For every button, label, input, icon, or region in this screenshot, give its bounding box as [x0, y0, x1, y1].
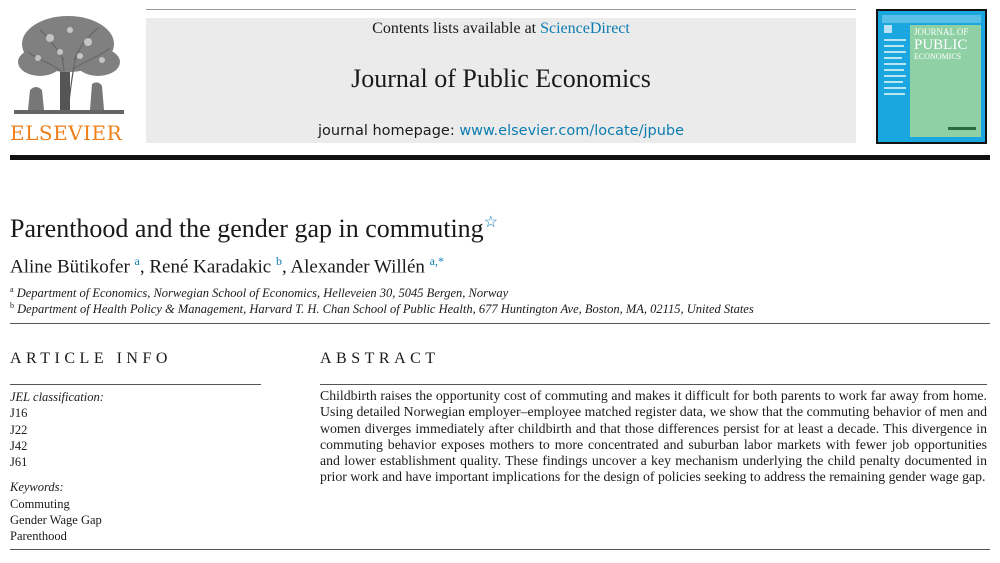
- journal-homepage-link[interactable]: www.elsevier.com/locate/jpube: [459, 123, 685, 139]
- divider: [10, 549, 990, 550]
- header-top-rule: [146, 9, 856, 10]
- cover-title-line1: JOURNAL OF: [914, 27, 969, 37]
- article-title-text: Parenthood and the gender gap in commuting: [10, 214, 484, 243]
- abstract-text: Childbirth raises the opportunity cost of commuting and makes it difficult for both parents to work far away from home. Using detailed Norwegian employer–employee matched register data, we show that the commuting behavior of men and women diverges immediately after childbirth and that those differences persist for at least a decade. This divergence in commuting behavior exposes mothers to more concentrated and suburban labor markets with fewer job opportunities and lower establishment quality. These findings uncover a key mechanism underlying the child penalty documented in prior work and have important implications for the design of policies seeking to address the remaining gender wage gap.: [320, 388, 987, 485]
- cover-title-line2: PUBLIC: [914, 37, 968, 53]
- journal-cover-art: [878, 11, 985, 142]
- header-thick-rule: [10, 155, 990, 160]
- contents-prefix: Contents lists available at: [372, 20, 541, 37]
- author-affiliation-link[interactable]: a: [134, 254, 140, 268]
- affiliation-a: [10, 285, 508, 301]
- keyword: Gender Wage Gap: [10, 513, 102, 528]
- jel-label: JEL classification:: [10, 390, 104, 404]
- abstract-heading: ABSTRACT: [320, 350, 440, 367]
- journal-cover-image: [876, 9, 987, 144]
- jel-code: J16: [10, 406, 28, 421]
- keyword: Commuting: [10, 496, 70, 511]
- journal-name: Journal of Public Economics: [351, 64, 651, 93]
- author-name[interactable]: Aline Bütikofer: [10, 256, 130, 278]
- contents-line: [146, 20, 856, 38]
- author-affiliation-link[interactable]: b: [275, 254, 282, 268]
- author-affiliation-link[interactable]: a,*: [429, 254, 444, 268]
- homepage-line: [146, 123, 856, 139]
- title-footnote-star-icon[interactable]: ☆: [483, 214, 499, 231]
- keywords-label: Keywords:: [10, 480, 64, 495]
- affiliation-text: Department of Economics, Norwegian School of Economics, Helleveien 30, 5045 Bergen, Norway: [16, 286, 509, 301]
- divider: [320, 384, 987, 385]
- publisher-name: ELSEVIER: [10, 121, 123, 145]
- author-list: Aline Bütikofer $^a$, René Karadakic $^b$, Alexander Willén $^{a,*}$: [10, 254, 444, 278]
- divider: [10, 384, 261, 385]
- article-title: [10, 212, 498, 244]
- jel-code: J61: [10, 455, 28, 470]
- sciencedirect-link[interactable]: ScienceDirect: [540, 20, 630, 37]
- affiliation-mark: b: [10, 301, 14, 310]
- affiliation-b: [10, 301, 754, 317]
- cover-title-line3: ECONOMICS: [914, 52, 962, 61]
- author-name[interactable]: René Karadakic: [149, 256, 272, 278]
- jel-code: J22: [10, 422, 28, 437]
- affiliation-text: Department of Health Policy & Management, Harvard T. H. Chan School of Public Health, 677 Huntington Ave, Boston, MA, 02115, United States: [17, 302, 754, 317]
- divider: [10, 323, 990, 324]
- keyword: Parenthood: [10, 529, 67, 544]
- article-info-heading: ARTICLE INFO: [10, 350, 172, 367]
- affiliation-mark: a: [10, 285, 14, 294]
- author-name[interactable]: Alexander Willén: [290, 256, 425, 278]
- article-info-panel: [10, 389, 260, 545]
- homepage-prefix: journal homepage:: [317, 123, 460, 139]
- jel-code: J42: [10, 438, 28, 453]
